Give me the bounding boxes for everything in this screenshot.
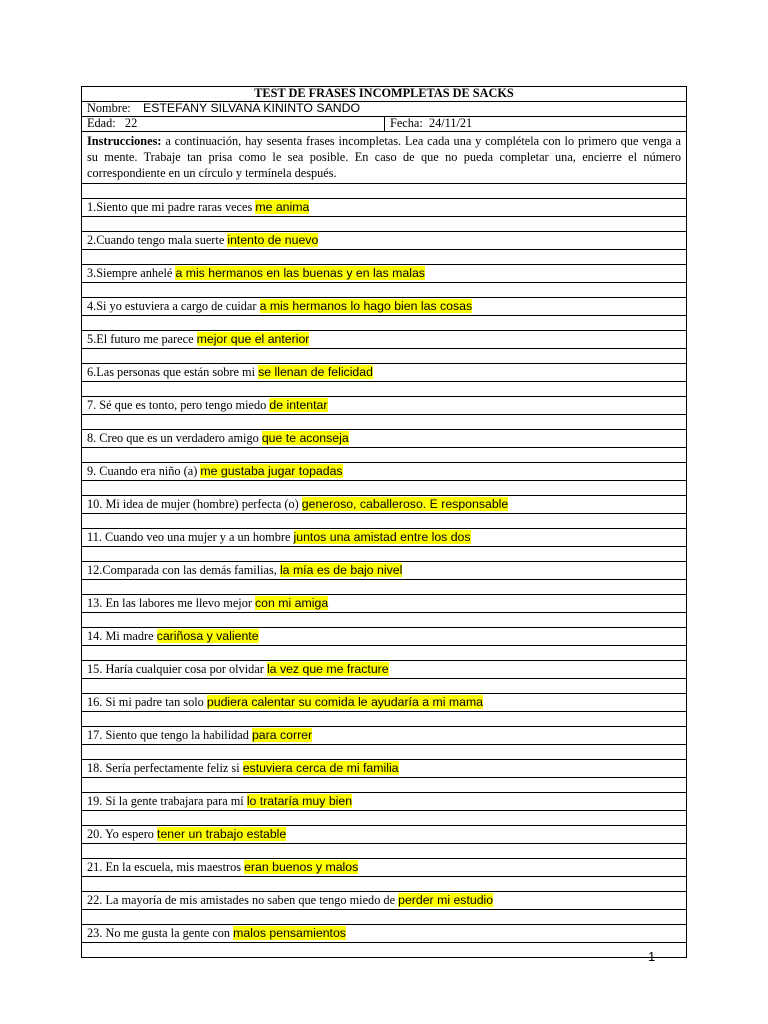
spacer-row [82, 514, 687, 529]
sentence-row [82, 364, 687, 382]
sentence-prompt: 15. Haría cualquier cosa por olvidar [87, 661, 264, 676]
sentence-row [82, 727, 687, 745]
sentence-prompt: 21. En la escuela, mis maestros [87, 859, 242, 874]
spacer-row [82, 349, 687, 364]
sentence-row [82, 628, 687, 646]
sentence-row [82, 826, 687, 844]
sentence-prompt: 17. Siento que tengo la habilidad [87, 727, 249, 742]
sentence-prompt: 2.Cuando tengo mala suerte [87, 232, 225, 247]
sentence-prompt: 13. En las labores me llevo mejor [87, 595, 252, 610]
spacer-row [82, 481, 687, 496]
sentence-cell [82, 232, 687, 250]
sentence-prompt: 19. Si la gente trabajara para mí [87, 793, 244, 808]
sentence-answer: me anima [255, 199, 310, 214]
sentence-row [82, 760, 687, 778]
sentence-answer: a mis hermanos lo hago bien las cosas [259, 298, 473, 313]
sentence-cell [82, 331, 687, 349]
sentence-row [82, 232, 687, 250]
sentence-row [82, 892, 687, 910]
instructions-text: a continuación, hay sesenta frases incompletas. Lea cada una y complétela con lo primero que venga a su mente. Trabaje tan prisa como le sea posible. En caso de que no pueda completar una, encierre el número correspondiente en un círculo y termínela después. [87, 134, 681, 180]
sentence-answer: con mi amiga [255, 595, 329, 610]
sentence-cell [82, 859, 687, 877]
age-value: 22 [124, 116, 138, 131]
spacer-row [82, 943, 687, 958]
sentence-cell [82, 463, 687, 481]
spacer-row [82, 580, 687, 595]
sentence-answer: intento de nuevo [227, 232, 319, 247]
age-label: Edad: [87, 116, 116, 131]
sentence-cell [82, 826, 687, 844]
spacer-row [82, 877, 687, 892]
sentence-cell [82, 760, 687, 778]
sentence-prompt: 10. Mi idea de mujer (hombre) perfecta (o) [87, 496, 299, 511]
sentence-prompt: 8. Creo que es un verdadero amigo [87, 430, 259, 445]
sentence-prompt: 5.El futuro me parece [87, 331, 194, 346]
sentence-answer: se llenan de felicidad [258, 364, 373, 379]
sentence-row [82, 331, 687, 349]
sentence-row [82, 496, 687, 514]
sentence-cell [82, 364, 687, 382]
sentence-answer: juntos una amistad entre los dos [293, 529, 471, 544]
spacer-row [82, 679, 687, 694]
age-cell [82, 117, 385, 132]
spacer-row [82, 250, 687, 265]
name-label: Nombre: [87, 101, 131, 116]
spacer-row [82, 613, 687, 628]
sentence-row [82, 430, 687, 448]
sentence-prompt: 23. No me gusta la gente con [87, 925, 231, 940]
sentence-row [82, 199, 687, 217]
sentence-prompt: 18. Sería perfectamente feliz si [87, 760, 240, 775]
sentence-cell [82, 925, 687, 943]
sentence-row [82, 397, 687, 415]
sentence-answer: generoso, caballeroso. E responsable [301, 496, 509, 511]
date-value: 24/11/21 [428, 116, 473, 131]
spacer-row [82, 448, 687, 463]
sentence-row [82, 463, 687, 481]
sentence-answer: estuviera cerca de mi familia [242, 760, 399, 775]
sentence-prompt: 9. Cuando era niño (a) [87, 463, 198, 478]
spacer-row [82, 547, 687, 562]
sentence-cell [82, 265, 687, 283]
sentence-prompt: 6.Las personas que están sobre mi [87, 364, 256, 379]
spacer-row [82, 646, 687, 661]
instructions-cell [82, 132, 687, 184]
instructions-row [82, 132, 687, 184]
spacer-row [82, 217, 687, 232]
sentence-answer: me gustaba jugar topadas [200, 463, 343, 478]
name-row [82, 102, 687, 117]
sentence-prompt: 16. Si mi padre tan solo [87, 694, 204, 709]
spacer-row [82, 184, 687, 199]
sentence-answer: que te aconseja [261, 430, 349, 445]
sentence-prompt: 14. Mi madre [87, 628, 154, 643]
spacer-row [82, 283, 687, 298]
sentence-cell [82, 199, 687, 217]
sentence-cell [82, 496, 687, 514]
sentence-row [82, 661, 687, 679]
age-date-row [82, 117, 687, 132]
sentence-cell [82, 694, 687, 712]
sentence-cell [82, 562, 687, 580]
sentence-row [82, 595, 687, 613]
document-title: TEST DE FRASES INCOMPLETAS DE SACKS [82, 87, 687, 102]
name-cell [82, 102, 687, 117]
name-value: ESTEFANY SILVANA KININTO SANDO [143, 101, 361, 116]
sentence-cell [82, 397, 687, 415]
sentence-row [82, 793, 687, 811]
sentence-answer: perder mi estudio [398, 892, 494, 907]
sentence-answer: pudiera calentar su comida le ayudaría a mi mama [206, 694, 484, 709]
spacer-row [82, 745, 687, 760]
sentence-answer: mejor que el anterior [196, 331, 310, 346]
sentence-cell [82, 529, 687, 547]
test-form-table [81, 86, 687, 958]
sentence-row [82, 562, 687, 580]
sentence-answer: para correr [251, 727, 313, 742]
sentence-prompt: 1.Siento que mi padre raras veces [87, 199, 253, 214]
page-number: 1 [648, 949, 656, 964]
spacer-row [82, 382, 687, 397]
spacer-row [82, 778, 687, 793]
date-label: Fecha: [390, 116, 423, 131]
date-cell [385, 117, 687, 132]
sentence-prompt: 20. Yo espero [87, 826, 154, 841]
sentence-answer: a mis hermanos en las buenas y en las malas [175, 265, 425, 280]
sentence-answer: lo trataría muy bien [246, 793, 353, 808]
sentence-cell [82, 595, 687, 613]
instructions-label: Instrucciones: [87, 134, 162, 148]
sentence-row [82, 298, 687, 316]
sentence-prompt: 12.Comparada con las demás familias, [87, 562, 277, 577]
sentence-answer: la vez que me fracture [266, 661, 389, 676]
spacer-row [82, 811, 687, 826]
sentence-prompt: 3.Siempre anhelé [87, 265, 173, 280]
spacer-row [82, 316, 687, 331]
sentence-answer: cariñosa y valiente [156, 628, 259, 643]
sentence-cell [82, 661, 687, 679]
spacer-row [82, 844, 687, 859]
spacer-row [82, 415, 687, 430]
sentence-answer: la mía es de bajo nivel [279, 562, 403, 577]
sentence-answer: de intentar [269, 397, 328, 412]
sentence-cell [82, 727, 687, 745]
sentence-row [82, 265, 687, 283]
sentence-answer: eran buenos y malos [244, 859, 359, 874]
sentence-cell [82, 628, 687, 646]
sentence-row [82, 859, 687, 877]
sentence-cell [82, 793, 687, 811]
sentence-row [82, 694, 687, 712]
spacer-row [82, 910, 687, 925]
sentence-cell [82, 298, 687, 316]
sentence-prompt: 22. La mayoría de mis amistades no saben que tengo miedo de [87, 892, 396, 907]
spacer-row [82, 712, 687, 727]
sentence-row [82, 529, 687, 547]
sentence-prompt: 11. Cuando veo una mujer y a un hombre [87, 529, 291, 544]
sentence-cell [82, 430, 687, 448]
sentence-cell [82, 892, 687, 910]
title-row [82, 87, 687, 102]
sentence-row [82, 925, 687, 943]
sentence-prompt: 4.Si yo estuviera a cargo de cuidar [87, 298, 257, 313]
sentence-answer: malos pensamientos [233, 925, 346, 940]
sentence-answer: tener un trabajo estable [157, 826, 287, 841]
sentence-prompt: 7. Sé que es tonto, pero tengo miedo [87, 397, 267, 412]
